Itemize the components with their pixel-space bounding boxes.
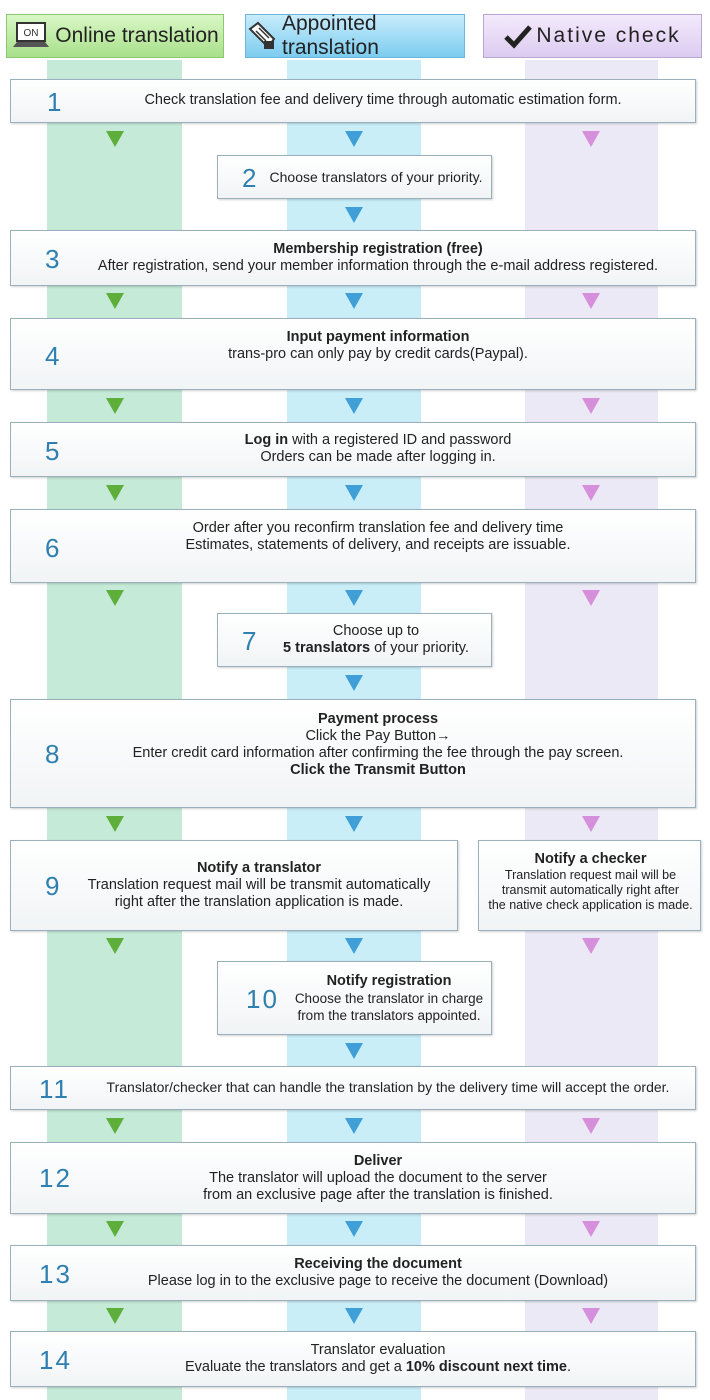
online-arrow-down-icon [106, 1118, 124, 1134]
step-text-line2: from the translators appointed. [297, 1008, 481, 1023]
step-title: Membership registration (free) [273, 241, 483, 257]
online-arrow-down-icon [106, 590, 124, 606]
appointed-arrow-down-icon [345, 1043, 363, 1059]
online-arrow-down-icon [106, 938, 124, 954]
step-title: Payment process [317, 711, 439, 727]
online-arrow-down-icon [106, 1308, 124, 1324]
appointed-arrow-down-icon [345, 1308, 363, 1324]
tab-appointed-translation[interactable] [245, 14, 465, 58]
step-text-line2: Orders can be made after logging in. [260, 449, 496, 465]
step-text-rest: of your priority. [370, 640, 469, 656]
step-text-end: . [567, 1359, 572, 1375]
appointed-arrow-down-icon [345, 1221, 363, 1237]
native-arrow-down-icon [582, 131, 600, 147]
native-arrow-down-icon [582, 1308, 600, 1324]
step-text-line1: The translator will upload the document to the server [209, 1170, 547, 1186]
appointed-arrow-down-icon [345, 398, 363, 414]
step-number: 6 [45, 533, 62, 563]
native-arrow-down-icon [582, 590, 600, 606]
native-arrow-down-icon [582, 398, 600, 414]
svg-text:ON: ON [23, 28, 39, 39]
appointed-arrow-down-icon [345, 938, 363, 954]
step-text-line3: the native check application is made. [488, 898, 693, 912]
step-text-line2: transmit automatically right after [501, 883, 680, 897]
step-14-box [10, 1331, 696, 1387]
online-arrow-down-icon [106, 293, 124, 309]
appointed-arrow-down-icon [345, 816, 363, 832]
step-8-box [10, 699, 696, 808]
step-text: Choose translators of your priority. [269, 169, 483, 185]
step-number: 8 [45, 739, 62, 769]
online-arrow-down-icon [106, 485, 124, 501]
appointed-arrow-down-icon [345, 590, 363, 606]
step-7-box [217, 613, 492, 667]
native-arrow-down-icon [582, 1221, 600, 1237]
step-text-line2: right after the translation application is made. [114, 894, 404, 910]
step-12-box [10, 1142, 696, 1214]
step-text-line1: Click the Pay Button→ [305, 728, 451, 744]
step-text-line1: Choose the translator in charge [294, 991, 484, 1006]
step-title: Receiving the document [294, 1256, 462, 1272]
step-text-line1: Evaluate the translators and get a [184, 1359, 406, 1375]
step-number: 9 [45, 871, 62, 901]
step-title: Input payment information [286, 329, 470, 345]
online-arrow-down-icon [106, 816, 124, 832]
step-9-checker-box [478, 840, 701, 931]
laptop-icon [11, 21, 51, 51]
tab-online-translation[interactable] [6, 14, 224, 58]
native-arrow-down-icon [582, 938, 600, 954]
step-9-box [10, 840, 458, 931]
step-number: 11 [39, 1074, 70, 1104]
step-6-box [10, 509, 696, 583]
step-number: 12 [39, 1163, 72, 1193]
step-title: Notify a translator [196, 860, 322, 876]
step-text-line1: Please log in to the exclusive page to receive the document (Download) [147, 1273, 609, 1289]
step-text: Check translation fee and delivery time through automatic estimation form. [144, 92, 622, 108]
step-number: 2 [242, 163, 259, 193]
native-arrow-down-icon [582, 485, 600, 501]
online-arrow-down-icon [106, 131, 124, 147]
appointed-arrow-down-icon [345, 1118, 363, 1134]
step-number: 1 [47, 87, 64, 117]
step-number: 4 [45, 341, 62, 371]
step-title: Log in [244, 432, 289, 448]
tab-appointed-label: Appointed translation [282, 12, 379, 59]
step-text: with a registered ID and password [288, 432, 512, 448]
step-number: 14 [39, 1345, 72, 1375]
step-title: Deliver [353, 1153, 403, 1169]
step-4-box [10, 318, 696, 390]
step-title: Notify registration [326, 973, 452, 989]
step-2-box [217, 155, 492, 199]
step-text-line1: Translation request mail will be transmit automatically [87, 877, 431, 893]
step-number: 10 [246, 984, 279, 1014]
step-text: Translator/checker that can handle the translation by the delivery time will accept the order. [106, 1079, 670, 1095]
online-arrow-down-icon [106, 398, 124, 414]
appointed-arrow-down-icon [345, 131, 363, 147]
step-text-line3: Click the Transmit Button [290, 762, 466, 778]
step-3-box [10, 230, 696, 286]
appointed-arrow-down-icon [345, 293, 363, 309]
step-11-box [10, 1066, 696, 1110]
appointed-arrow-down-icon [345, 675, 363, 691]
step-text-line1: Order after you reconfirm translation fee and delivery time [192, 520, 564, 536]
step-text-line1: Translation request mail will be [504, 868, 677, 882]
appointed-arrow-down-icon [345, 485, 363, 501]
step-10-box [217, 961, 492, 1035]
online-arrow-down-icon [106, 1221, 124, 1237]
step-number: 13 [39, 1259, 72, 1289]
step-title: Notify a checker [534, 851, 647, 867]
step-text: trans-pro can only pay by credit cards(Paypal). [228, 346, 528, 362]
native-arrow-down-icon [582, 293, 600, 309]
native-arrow-down-icon [582, 816, 600, 832]
step-number: 5 [45, 436, 62, 466]
step-title: Translator evaluation [310, 1342, 446, 1358]
step-5-box [10, 422, 696, 477]
step-number: 7 [242, 626, 259, 656]
step-text-line2: Enter credit card information after confirming the fee through the pay screen. [132, 745, 624, 761]
tab-online-label: Online translation [55, 24, 219, 47]
tab-native-check[interactable] [483, 14, 702, 58]
step-text-line2: Estimates, statements of delivery, and receipts are issuable. [185, 537, 571, 553]
step-1-box [10, 79, 696, 123]
step-13-box [10, 1245, 696, 1301]
step-text-line1: Choose up to [332, 623, 420, 639]
step-text-bold: 10% discount next time [405, 1359, 567, 1375]
tab-native-label: Native check [536, 24, 681, 47]
step-text-line2: from an exclusive page after the translation is finished. [203, 1187, 553, 1203]
native-arrow-down-icon [582, 1118, 600, 1134]
hand-icon [246, 21, 278, 51]
step-text-bold: 5 translators [283, 640, 371, 656]
step-text: After registration, send your member information through the e-mail address registered. [97, 258, 659, 274]
appointed-arrow-down-icon [345, 207, 363, 223]
step-number: 3 [45, 244, 62, 274]
checkmark-icon [504, 23, 532, 49]
